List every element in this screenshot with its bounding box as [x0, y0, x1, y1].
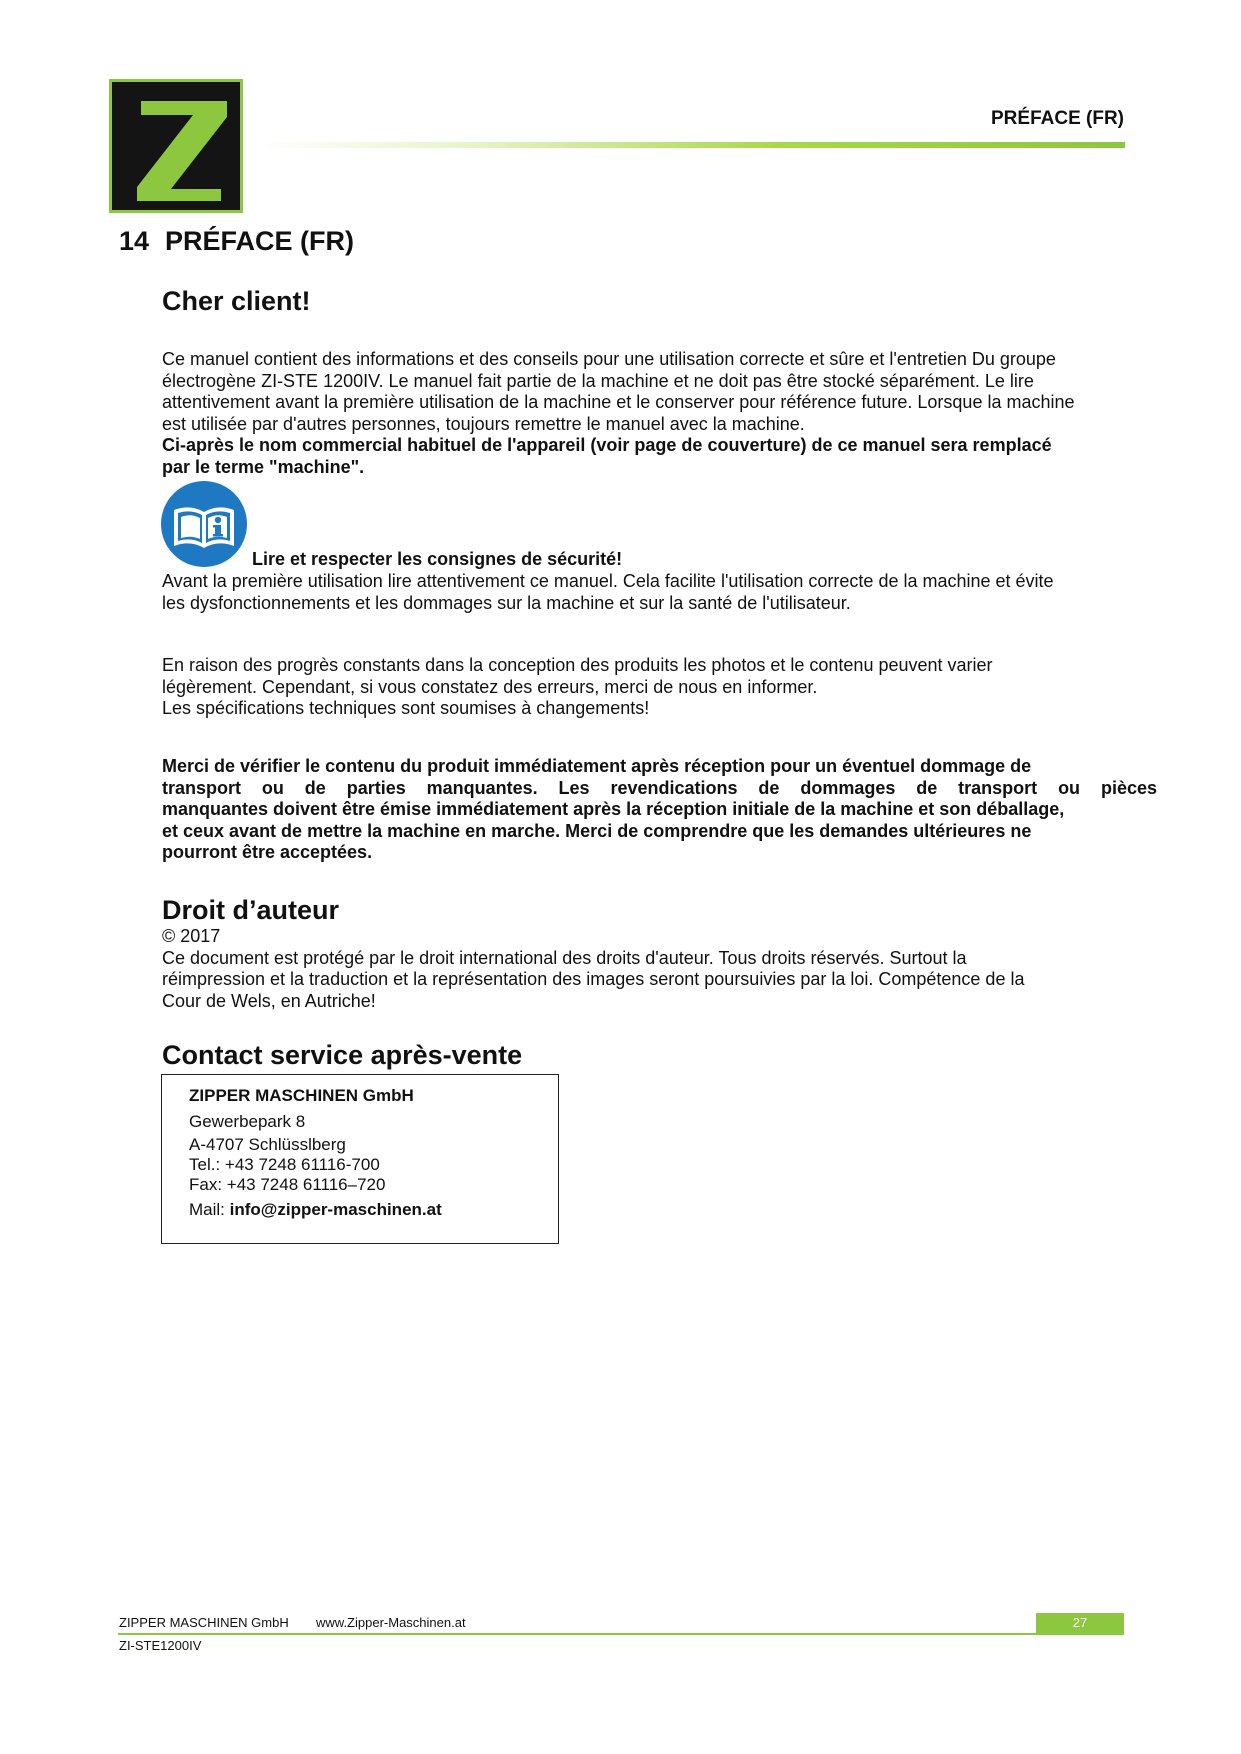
contact-tel: Tel.: +43 7248 61116-700	[189, 1155, 380, 1174]
contact-box	[161, 1074, 559, 1244]
progress-line: légèrement. Cependant, si vous constatez des erreurs, merci de nous en informer.	[162, 676, 818, 697]
contact-city: A-4707 Schlüsslberg	[189, 1135, 346, 1154]
verification-line: et ceux avant de mettre la machine en marche. Merci de comprendre que les demandes ultérieures ne	[162, 820, 1032, 841]
intro-line: électrogène ZI-STE 1200IV. Le manuel fait partie de la machine et ne doit pas être stocké séparément. Le lire	[162, 370, 1034, 391]
copyright-paragraph	[162, 926, 1157, 1012]
intro-line: est utilisée par d'autres personnes, toujours remettre le manuel avec la machine.	[162, 413, 805, 434]
intro-bold-line: Ci-après le nom commercial habituel de l'appareil (voir page de couverture) de ce manuel sera remplacé	[162, 435, 1052, 456]
chapter-number: 14	[119, 226, 150, 256]
verification-line: pourront être acceptées.	[162, 842, 373, 863]
copyright-line: Cour de Wels, en Autriche!	[162, 990, 376, 1011]
copyright-line: Ce document est protégé par le droit international des droits d'auteur. Tous droits réservés. Surtout la	[162, 947, 967, 968]
verification-paragraph	[162, 756, 1157, 864]
intro-line: attentivement avant la première utilisation de la machine et le conserver pour référence future. Lorsque la machine	[162, 392, 1075, 413]
contact-mail-link[interactable]: info@zipper-maschinen.at	[229, 1200, 442, 1219]
contact-company: ZIPPER MASCHINEN GmbH	[189, 1086, 414, 1105]
verification-line: Merci de vérifier le contenu du produit immédiatement après réception pour un éventuel dommage de	[162, 756, 1032, 776]
copyright-heading: Droit d’auteur	[162, 895, 340, 925]
safety-line: Avant la première utilisation lire attentivement ce manuel. Cela facilite l'utilisation correcte de la machine et évite	[162, 571, 1054, 591]
manual-info-icon	[160, 480, 248, 568]
intro-line: Ce manuel contient des informations et des conseils pour une utilisation correcte et sûre et l'entretien Du groupe	[162, 349, 1056, 369]
copyright-year: © 2017	[162, 926, 221, 946]
zipper-logo	[109, 79, 243, 213]
progress-paragraph	[162, 655, 1157, 720]
safety-line: les dysfonctionnements et les dommages sur la machine et sur la santé de l'utilisateur.	[162, 592, 851, 613]
page-number-box: 27	[1036, 1613, 1124, 1633]
contact-street: Gewerbepark 8	[189, 1112, 306, 1131]
footer-model: ZI-STE1200IV	[119, 1638, 202, 1653]
intro-paragraph	[162, 349, 1157, 479]
verification-line: manquantes doivent être émise immédiatement après la réception initiale de la machine et son déballage,	[162, 799, 1065, 820]
contact-mail-row	[189, 1200, 442, 1220]
copyright-line: réimpression et la traduction et la représentation des images seront poursuivies par la loi. Compétence de la	[162, 969, 1025, 990]
safety-heading: Lire et respecter les consignes de sécurité!	[252, 549, 623, 569]
footer-website-link[interactable]: www.Zipper-Maschinen.at	[316, 1615, 466, 1630]
footer-rule	[118, 1633, 1124, 1635]
chapter-title	[119, 226, 354, 257]
footer-company: ZIPPER MASCHINEN GmbH	[119, 1615, 289, 1630]
intro-bold-line: par le terme "machine".	[162, 456, 365, 477]
progress-line: Les spécifications techniques sont soumises à changements!	[162, 698, 650, 719]
verification-line: transport ou de parties manquantes. Les revendications de dommages de transport ou pièces	[162, 777, 1157, 798]
chapter-title-text: PRÉFACE (FR)	[165, 226, 354, 256]
progress-line: En raison des progrès constants dans la conception des produits les photos et le contenu peuvent varier	[162, 655, 993, 675]
header-section-label: PRÉFACE (FR)	[991, 108, 1124, 129]
safety-paragraph	[162, 571, 1157, 614]
greeting-heading: Cher client!	[162, 286, 311, 316]
header-rule	[255, 142, 1125, 148]
contact-mail-label: Mail:	[189, 1200, 225, 1219]
contact-fax: Fax: +43 7248 61116–720	[189, 1175, 386, 1194]
contact-heading: Contact service après-vente	[162, 1040, 523, 1070]
